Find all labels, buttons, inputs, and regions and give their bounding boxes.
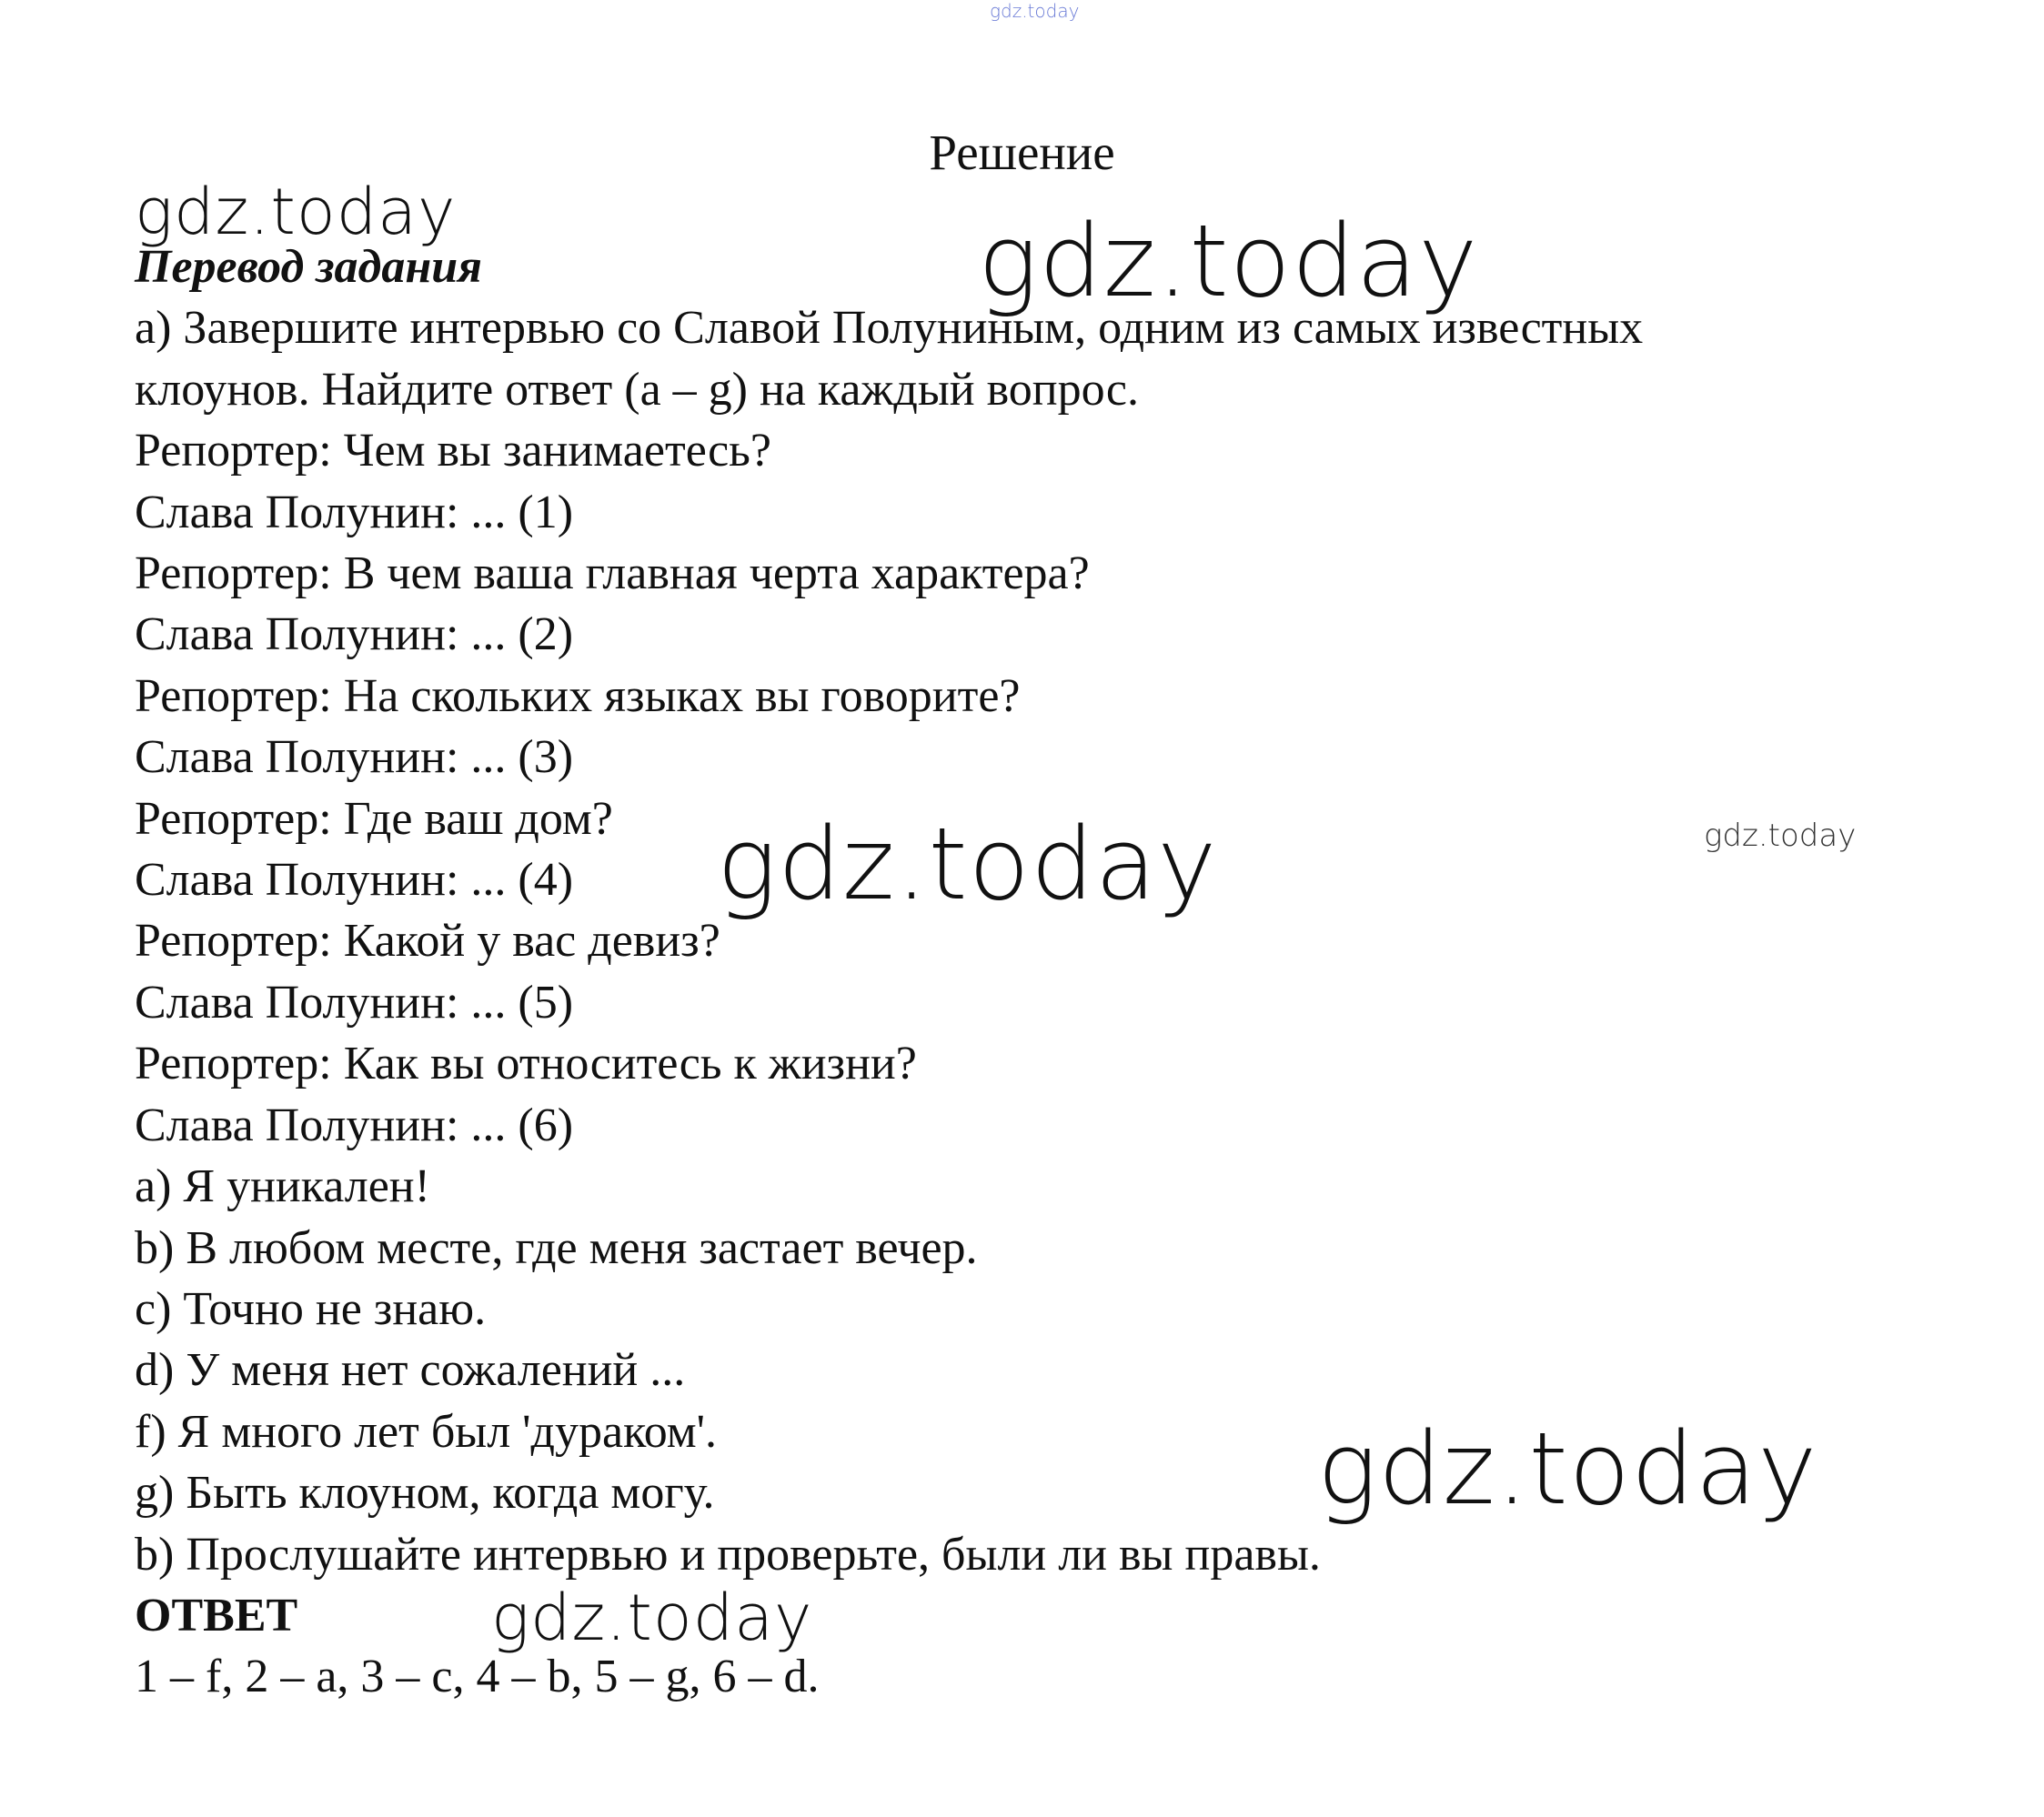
- dialogue-line: Слава Полунин: ... (6): [135, 1099, 574, 1151]
- task-a-line: клоунов. Найдите ответ (a – g) на каждый вопрос.: [135, 363, 1139, 416]
- answer-heading: ОТВЕТ: [135, 1589, 298, 1641]
- dialogue-line: Репортер: Какой у вас девиз?: [135, 915, 720, 968]
- document-body: [135, 236, 1945, 1708]
- dialogue-line: Слава Полунин: ... (3): [135, 731, 574, 784]
- watermark: gdz.today: [1704, 818, 1857, 854]
- dialogue-line: Слава Полунин: ... (1): [135, 486, 574, 538]
- answer-option: b) В любом месте, где меня застает вечер.: [135, 1221, 978, 1274]
- task-b-line: b) Прослушайте интервью и проверьте, были ли вы правы.: [135, 1528, 1321, 1581]
- task-a-line: a) Завершите интервью со Славой Полуниным, одним из самых известных: [135, 302, 1644, 355]
- page-title: Решение: [929, 125, 1115, 180]
- dialogue-line: Репортер: Где ваш дом?: [135, 792, 613, 845]
- dialogue-line: Репортер: В чем ваша главная черта характера?: [135, 547, 1090, 600]
- watermark: gdz.today: [491, 1581, 813, 1655]
- dialogue-line: Слава Полунин: ... (4): [135, 854, 574, 907]
- answer-option: g) Быть клоуном, когда могу.: [135, 1467, 715, 1520]
- watermark: gdz.today: [717, 806, 1218, 922]
- dialogue-line: Репортер: Как вы относитесь к жизни?: [135, 1038, 917, 1090]
- answer-text: 1 – f, 2 – a, 3 – c, 4 – b, 5 – g, 6 – d.: [135, 1651, 820, 1703]
- answer-option: f) Я много лет был 'дураком'.: [135, 1405, 717, 1458]
- watermark-top: gdz.today: [990, 0, 1080, 22]
- watermark: gdz.today: [135, 175, 457, 249]
- watermark: gdz.today: [978, 203, 1479, 319]
- dialogue-line: Репортер: Чем вы занимаетесь?: [135, 425, 771, 477]
- answer-option: a) Я уникален!: [135, 1160, 430, 1213]
- translation-heading: Перевод задания: [135, 241, 482, 293]
- dialogue-line: Репортер: На скольких языках вы говорите?: [135, 669, 1021, 722]
- answer-option: c) Точно не знаю.: [135, 1282, 487, 1335]
- answer-option: d) У меня нет сожалений ...: [135, 1344, 686, 1397]
- dialogue-line: Слава Полунин: ... (5): [135, 976, 574, 1029]
- watermark: gdz.today: [1317, 1410, 1818, 1527]
- dialogue-line: Слава Полунин: ... (2): [135, 608, 574, 661]
